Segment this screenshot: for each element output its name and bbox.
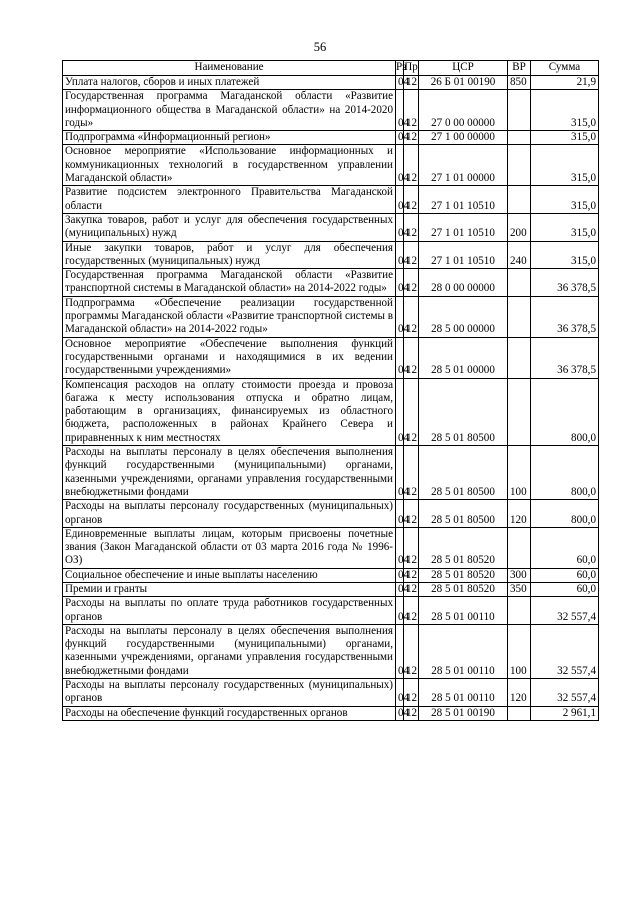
cell-rz: 04 [396,527,404,568]
cell-rz: 04 [396,241,404,269]
table-row [63,597,599,625]
cell-pr: 12 [404,597,419,625]
cell-sum: 315,0 [531,241,599,269]
cell-rz: 04 [396,500,404,528]
cell-vr [508,131,531,145]
cell-sum: 60,0 [531,568,599,582]
page-number: 56 [313,40,327,54]
cell-rz: 04 [396,213,404,241]
cell-name: Государственная программа Магаданской области «Развитие информационного общества в Магаданской области» на 2014-2020 годы» [63,90,396,131]
cell-csr: 28 0 00 00000 [419,269,508,297]
table-row [63,624,599,678]
cell-name: Премии и гранты [63,582,396,596]
header-sum: Сумма [531,61,599,76]
header-pr: Пр [404,61,419,76]
cell-pr: 12 [404,568,419,582]
table-row [63,679,599,707]
cell-name: Основное мероприятие «Обеспечение выполнения функций государственными органами и находящимися в их ведении государственными учреждениями» [63,337,396,378]
cell-name: Развитие подсистем электронного Правительства Магаданской области [63,186,396,214]
cell-pr: 12 [404,500,419,528]
table-row [63,706,599,720]
cell-sum: 315,0 [531,186,599,214]
cell-vr [508,706,531,720]
table-row [63,90,599,131]
cell-sum: 2 961,1 [531,706,599,720]
cell-name: Единовременные выплаты лицам, которым присвоены почетные звания (Закон Магаданской области от 03 марта 2016 года № 1996-ОЗ) [63,527,396,568]
cell-rz: 04 [396,568,404,582]
cell-rz: 04 [396,145,404,186]
cell-csr: 28 5 01 80500 [419,446,508,500]
cell-rz: 04 [396,706,404,720]
cell-name: Государственная программа Магаданской области «Развитие транспортной системы в Магаданской области» на 2014-2022 годы» [63,269,396,297]
header-vr: ВР [508,61,531,76]
cell-rz: 04 [396,624,404,678]
cell-vr: 120 [508,679,531,707]
cell-sum: 315,0 [531,90,599,131]
cell-rz: 04 [396,131,404,145]
table-row [63,527,599,568]
cell-vr: 350 [508,582,531,596]
cell-csr: 27 1 00 00000 [419,131,508,145]
header-csr: ЦСР [419,61,508,76]
cell-pr: 12 [404,378,419,445]
cell-pr: 12 [404,186,419,214]
cell-rz: 04 [396,446,404,500]
table-row [63,241,599,269]
cell-sum: 315,0 [531,131,599,145]
cell-csr: 27 1 01 10510 [419,186,508,214]
cell-name: Расходы на выплаты персоналу в целях обеспечения выполнения функций государственными (муниципальными) органами, казенными учреждениями, органами управления государственными внебюджетными фондами [63,624,396,678]
cell-csr: 28 5 01 80520 [419,582,508,596]
cell-rz: 04 [396,76,404,90]
cell-csr: 27 0 00 00000 [419,90,508,131]
cell-vr [508,527,531,568]
cell-csr: 27 1 01 00000 [419,145,508,186]
cell-vr [508,269,531,297]
table-row [63,213,599,241]
cell-vr: 100 [508,624,531,678]
cell-pr: 12 [404,213,419,241]
cell-vr: 100 [508,446,531,500]
cell-vr: 200 [508,213,531,241]
cell-pr: 12 [404,679,419,707]
cell-vr [508,145,531,186]
cell-name: Расходы на обеспечение функций государственных органов [63,706,396,720]
cell-pr: 12 [404,76,419,90]
cell-pr: 12 [404,527,419,568]
cell-sum: 800,0 [531,500,599,528]
table-row [63,145,599,186]
cell-vr [508,337,531,378]
cell-pr: 12 [404,706,419,720]
cell-vr: 120 [508,500,531,528]
table-row [63,269,599,297]
cell-vr [508,90,531,131]
budget-table [62,60,599,721]
table-row [63,296,599,337]
cell-rz: 04 [396,90,404,131]
table-header-row [63,61,599,76]
cell-vr: 240 [508,241,531,269]
cell-csr: 28 5 01 80500 [419,500,508,528]
cell-name: Иные закупки товаров, работ и услуг для обеспечения государственных (муниципальных) нужд [63,241,396,269]
cell-rz: 04 [396,186,404,214]
cell-vr: 300 [508,568,531,582]
cell-csr: 28 5 01 80500 [419,378,508,445]
cell-sum: 60,0 [531,527,599,568]
cell-csr: 28 5 01 00190 [419,706,508,720]
table-row [63,500,599,528]
cell-name: Подпрограмма «Обеспечение реализации государственной программы Магаданской области «Развитие транспортной системы в Магаданской области» на 2014-2022 годы» [63,296,396,337]
table-row [63,378,599,445]
cell-name: Подпрограмма «Информационный регион» [63,131,396,145]
cell-name: Основное мероприятие «Использование информационных и коммуникационных технологий в государственном управлении Магаданской области» [63,145,396,186]
cell-rz: 04 [396,296,404,337]
cell-sum: 32 557,4 [531,624,599,678]
cell-csr: 27 1 01 10510 [419,213,508,241]
cell-sum: 21,9 [531,76,599,90]
cell-sum: 32 557,4 [531,679,599,707]
cell-csr: 28 5 00 00000 [419,296,508,337]
cell-name: Расходы на выплаты персоналу государственных (муниципальных) органов [63,679,396,707]
header-rz: Рз [396,61,404,76]
cell-pr: 12 [404,90,419,131]
cell-sum: 800,0 [531,446,599,500]
cell-sum: 36 378,5 [531,296,599,337]
cell-sum: 32 557,4 [531,597,599,625]
cell-name: Расходы на выплаты персоналу в целях обеспечения выполнения функций государственными (муниципальными) органами, казенными учреждениями, органами управления государственными внебюджетными фондами [63,446,396,500]
cell-pr: 12 [404,145,419,186]
table-row [63,131,599,145]
cell-csr: 28 5 01 00000 [419,337,508,378]
cell-rz: 04 [396,378,404,445]
table-row [63,76,599,90]
cell-vr: 850 [508,76,531,90]
cell-sum: 60,0 [531,582,599,596]
cell-vr [508,378,531,445]
cell-csr: 28 5 01 80520 [419,568,508,582]
header-name: Наименование [63,61,396,76]
cell-sum: 315,0 [531,213,599,241]
cell-vr [508,597,531,625]
cell-name: Закупка товаров, работ и услуг для обеспечения государственных (муниципальных) нужд [63,213,396,241]
cell-name: Расходы на выплаты персоналу государственных (муниципальных) органов [63,500,396,528]
cell-rz: 04 [396,269,404,297]
cell-pr: 12 [404,269,419,297]
cell-rz: 04 [396,337,404,378]
cell-rz: 04 [396,582,404,596]
cell-pr: 12 [404,131,419,145]
cell-pr: 12 [404,337,419,378]
cell-vr [508,296,531,337]
cell-csr: 28 5 01 00110 [419,679,508,707]
cell-csr: 26 Б 01 00190 [419,76,508,90]
cell-sum: 315,0 [531,145,599,186]
cell-name: Расходы на выплаты по оплате труда работников государственных органов [63,597,396,625]
cell-name: Социальное обеспечение и иные выплаты населению [63,568,396,582]
cell-csr: 27 1 01 10510 [419,241,508,269]
table-row [63,582,599,596]
cell-pr: 12 [404,446,419,500]
cell-sum: 36 378,5 [531,269,599,297]
cell-sum: 36 378,5 [531,337,599,378]
table-row [63,446,599,500]
cell-csr: 28 5 01 00110 [419,597,508,625]
cell-vr [508,186,531,214]
cell-sum: 800,0 [531,378,599,445]
cell-rz: 04 [396,597,404,625]
table-row [63,568,599,582]
cell-rz: 04 [396,679,404,707]
cell-pr: 12 [404,624,419,678]
cell-pr: 12 [404,296,419,337]
cell-pr: 12 [404,582,419,596]
cell-csr: 28 5 01 80520 [419,527,508,568]
cell-pr: 12 [404,241,419,269]
cell-name: Компенсация расходов на оплату стоимости проезда и провоза багажа к месту использования отпуска и обратно лицам, работающим в организациях, финансируемых из областного бюджета, расположенных в районах Крайнего Севера и приравненных к ним местностях [63,378,396,445]
table-row [63,186,599,214]
table-row [63,337,599,378]
cell-name: Уплата налогов, сборов и иных платежей [63,76,396,90]
cell-csr: 28 5 01 00110 [419,624,508,678]
